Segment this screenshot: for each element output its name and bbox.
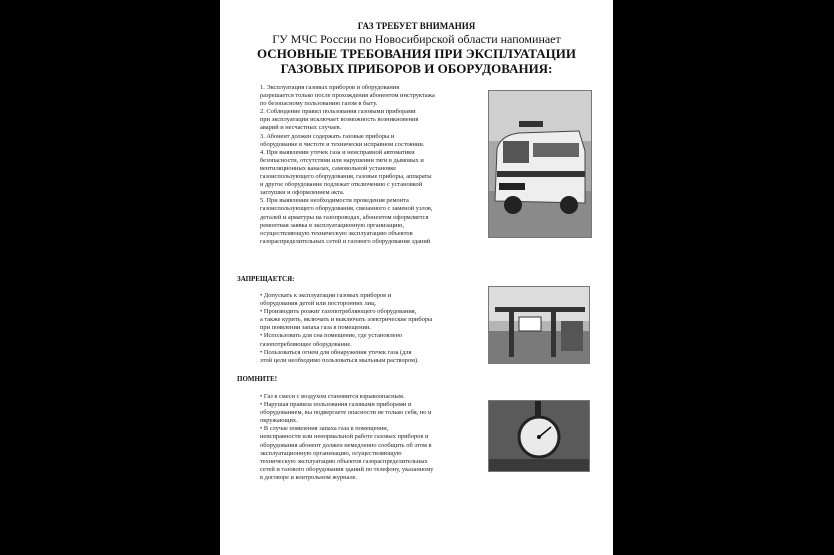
text-line: 3. Абонент должен содержать газовые приборы и bbox=[260, 132, 395, 140]
text-line: сетей и газового оборудования зданий по телефону, указанному bbox=[260, 465, 434, 473]
text-line: аварий и несчастных случаев. bbox=[260, 124, 342, 132]
text-line: оборудованием, вы подвергаете опасности не только себя, но и bbox=[260, 409, 432, 417]
text-line: осуществляющую техническую эксплуатацию объектов bbox=[260, 229, 413, 237]
text-line: а также курить, включать и выключать электрические приборы bbox=[260, 316, 433, 324]
text-line: при появлении запаха газа в помещении. bbox=[260, 324, 371, 332]
text-line: заглушки и оформлением акта. bbox=[260, 189, 345, 197]
text-line: 1. Эксплуатация газовых приборов и оборудования bbox=[260, 84, 400, 91]
text-line: • Допускать к эксплуатации газовых приборов и bbox=[260, 292, 392, 299]
text-line: 2. Соблюдение правил пользования газовыми приборами bbox=[260, 108, 416, 116]
requirements-list bbox=[260, 84, 482, 246]
text-line: при эксплуатации исключает возможность возникновения bbox=[260, 116, 419, 124]
text-line: • В случае появления запаха газа в помещении, bbox=[260, 425, 389, 433]
gas-pipeline-photo bbox=[488, 286, 590, 364]
text-line: неисправности или ненормальной работе газовых приборов и bbox=[260, 433, 429, 441]
text-line: деталей и арматуры на газопроводах, абонентом оформляется bbox=[260, 213, 429, 221]
gas-service-van-photo bbox=[488, 90, 592, 238]
forbidden-list bbox=[260, 292, 482, 365]
text-line: разрешается только после прохождения абонентом инструктажа bbox=[260, 92, 435, 100]
text-line: • Использовать для сна помещение, где установлено bbox=[260, 332, 403, 340]
text-line: газораспределительных сетей и газового оборудования зданий bbox=[260, 237, 431, 245]
text-line: и другое оборудование подлежат отключению с установкой bbox=[260, 181, 423, 189]
text-line: эксплуатационную организацию, осуществляющую bbox=[260, 449, 402, 457]
text-line: 5. При выявлении необходимости проведения ремонта bbox=[260, 197, 409, 205]
text-line: газоиспользующего оборудования, связанного с заменой узлов, bbox=[260, 205, 433, 213]
text-line: • Нарушая правила пользования газовыми приборами и bbox=[260, 401, 412, 409]
text-line: 4. При выявлении утечек газа и неисправной автоматики bbox=[260, 148, 415, 156]
text-line: вентиляционных каналах, самовольной установке bbox=[260, 164, 397, 172]
organization-line: ГУ МЧС России по Новосибирской области напоминает bbox=[272, 32, 561, 46]
text-line: оборудования абонент должен немедленно сообщить об этом в bbox=[260, 441, 432, 449]
text-line: ремонтная заявка в эксплуатационную организацию, bbox=[260, 221, 404, 229]
text-line: оборудования детей или посторонних лиц. bbox=[260, 300, 377, 308]
remember-heading: ПОМНИТЕ! bbox=[237, 375, 278, 383]
main-title-line1: ОСНОВНЫЕ ТРЕБОВАНИЯ ПРИ ЭКСПЛУАТАЦИИ bbox=[257, 46, 576, 61]
text-line: по безопасному пользованию газом в быту. bbox=[260, 100, 378, 108]
text-line: безопасности, отсутствии или нарушении тяги в дымовых и bbox=[260, 156, 424, 164]
alert-heading: ГАЗ ТРЕБУЕТ ВНИМАНИЯ bbox=[357, 21, 476, 31]
text-line: газоиспользующего оборудования, газовые приборы, аппараты bbox=[260, 173, 432, 181]
text-line: этой цели необходимо пользоваться мыльным раствором). bbox=[260, 356, 419, 364]
remember-list bbox=[260, 393, 482, 482]
text-line: окружающих. bbox=[260, 417, 298, 425]
text-line: • Пользоваться огнем для обнаружения утечек газа (для bbox=[260, 348, 412, 356]
text-line: газопотребляющее оборудование. bbox=[260, 340, 352, 348]
pressure-gauge-photo bbox=[488, 400, 590, 472]
document-page bbox=[220, 0, 613, 555]
text-line: • Производить розжиг газопотребляющего оборудования, bbox=[260, 308, 417, 316]
text-line: в договоре и контрольном журнале. bbox=[260, 473, 358, 481]
text-line: техническую эксплуатацию объектов газораспределительных bbox=[260, 457, 428, 465]
text-line: • Газ в смеси с воздухом становится взрывоопасным. bbox=[260, 393, 405, 400]
main-title-line2: ГАЗОВЫХ ПРИБОРОВ И ОБОРУДОВАНИЯ: bbox=[280, 61, 553, 76]
text-line: оборудование в чистоте и технически исправном состоянии. bbox=[260, 140, 425, 148]
forbidden-heading: ЗАПРЕЩАЕТСЯ: bbox=[237, 275, 295, 283]
